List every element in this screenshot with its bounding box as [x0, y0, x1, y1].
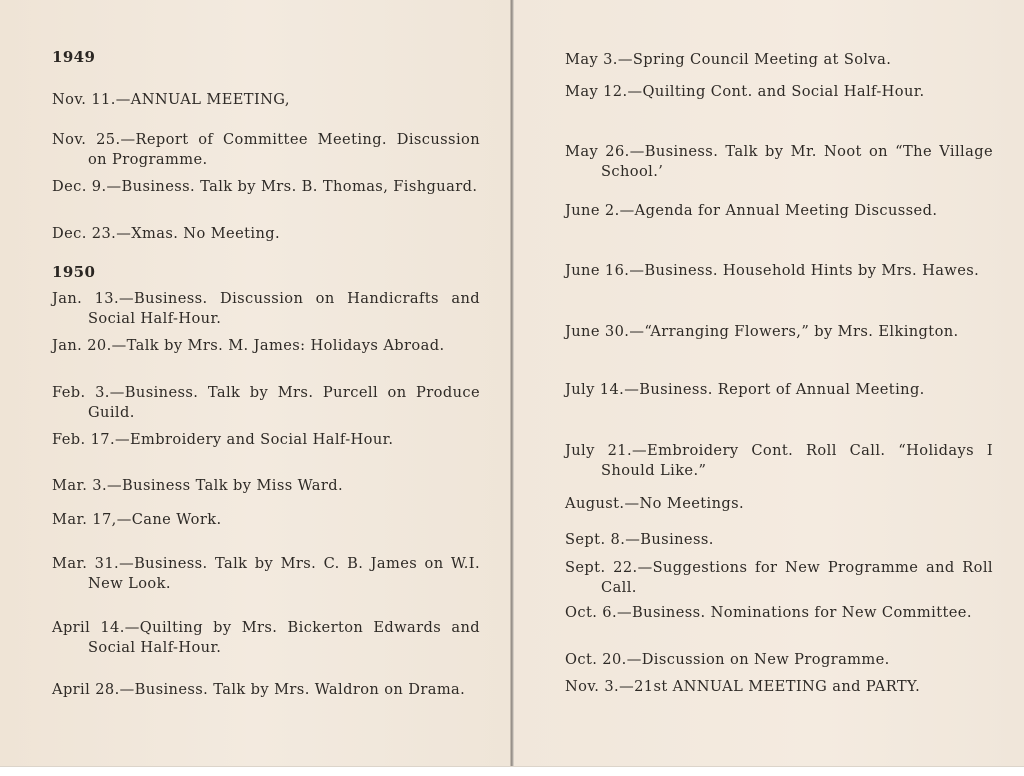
entry-date: Feb. 17. [52, 431, 115, 448]
entry-date: August. [565, 495, 625, 512]
programme-entry: April 28.—Business. Talk by Mrs. Waldron on Drama. [52, 681, 466, 698]
entry-text: Embroidery and Social Half-Hour. [130, 431, 394, 448]
entry-date: June 16. [565, 262, 630, 279]
programme-entry: Oct. 6.—Business. Nominations for New Committee. [565, 604, 972, 621]
entry-text: Quilting by Mrs. Bickerton Edwards and Social Half-Hour. [88, 619, 480, 656]
entry-text: Embroidery Cont. Roll Call. “Holidays I Should Like.” [601, 442, 993, 479]
entry-text: “Arranging Flowers,” by Mrs. Elkington. [644, 323, 959, 340]
entry-text: Xmas. No Meeting. [131, 225, 281, 242]
entry-text: Quilting Cont. and Social Half-Hour. [642, 83, 925, 100]
entry-date: June 2. [565, 202, 620, 219]
entry-date: Mar. 31. [52, 555, 120, 572]
entry-text: Discussion on New Programme. [641, 651, 890, 668]
programme-entry: Oct. 20.—Discussion on New Programme. [565, 651, 890, 668]
entry-text: Business. Talk by Mr. Noot on “The Village School.’ [601, 143, 993, 180]
entry-text: Report of Committee Meeting. Discussion on Programme. [88, 131, 480, 168]
entry-text: Talk by Mrs. M. James: Holidays Abroad. [126, 337, 445, 354]
entry-date: April 14. [52, 619, 125, 636]
entry-date: May 26. [565, 143, 630, 160]
programme-entry: May 3.—Spring Council Meeting at Solva. [565, 51, 892, 68]
programme-entry: Dec. 9.—Business. Talk by Mrs. B. Thomas, Fishguard. [52, 178, 478, 195]
entry-date: April 28. [52, 681, 120, 698]
programme-entry: May 26.—Business. Talk by Mr. Noot on “The Village School.’ [565, 143, 993, 180]
entry-date: Nov. 11. [52, 91, 116, 108]
entry-text: Spring Council Meeting at Solva. [632, 51, 892, 68]
entry-text: Business. Household Hints by Mrs. Hawes. [644, 262, 980, 279]
entry-text: Business. Talk by Mrs. Purcell on Produce Guild. [88, 384, 480, 421]
entry-text: Business. Talk by Mrs. Waldron on Drama. [134, 681, 466, 698]
programme-entry: Mar. 17,—Cane Work. [52, 511, 222, 528]
programme-entry: Dec. 23.—Xmas. No Meeting. [52, 225, 281, 242]
entry-date: Mar. 3. [52, 477, 108, 494]
entry-date: Sept. 8. [565, 531, 626, 548]
entry-date: Jan. 13. [52, 290, 120, 307]
programme-entry: Mar. 3.—Business Talk by Miss Ward. [52, 477, 344, 494]
programme-entry: Sept. 8.—Business. [565, 531, 714, 548]
programme-entry: Sept. 22.—Suggestions for New Programme and Roll Call. [565, 559, 993, 596]
entry-date: July 14. [565, 381, 625, 398]
programme-entry: Nov. 25.—Report of Committee Meeting. Discussion on Programme. [52, 131, 480, 168]
programme-entry: May 12.—Quilting Cont. and Social Half-Hour. [565, 83, 925, 100]
programme-entry: Mar. 31.—Business. Talk by Mrs. C. B. James on W.I. New Look. [52, 555, 480, 592]
entry-text: Business. Report of Annual Meeting. [639, 381, 925, 398]
entry-date: May 3. [565, 51, 618, 68]
entry-text: Business Talk by Miss Ward. [122, 477, 344, 494]
entry-date: Dec. 23. [52, 225, 117, 242]
entry-date: Nov. 25. [52, 131, 121, 148]
programme-entry: July 14.—Business. Report of Annual Meeting. [565, 381, 925, 398]
programme-entry: June 30.—“Arranging Flowers,” by Mrs. Elkington. [565, 323, 959, 340]
entry-date: Dec. 9. [52, 178, 107, 195]
programme-entry: Feb. 3.—Business. Talk by Mrs. Purcell on Produce Guild. [52, 384, 480, 421]
programme-entry: June 2.—Agenda for Annual Meeting Discussed. [565, 202, 938, 219]
entry-text: Suggestions for New Programme and Roll Call. [601, 559, 993, 596]
year-heading-1950: 1950 [52, 263, 96, 281]
entry-text: No Meetings. [639, 495, 745, 512]
entry-date: Mar. 17, [52, 511, 117, 528]
programme-entry: Feb. 17.—Embroidery and Social Half-Hour. [52, 431, 394, 448]
year-heading-1949: 1949 [52, 48, 96, 66]
entry-text: Business. [640, 531, 714, 548]
programme-entry: June 16.—Business. Household Hints by Mrs. Hawes. [565, 262, 980, 279]
entry-date: Nov. 3. [565, 678, 620, 695]
entry-date: Feb. 3. [52, 384, 110, 401]
entry-text: 21st ANNUAL MEETING and PARTY. [634, 678, 921, 695]
entry-date: May 12. [565, 83, 628, 100]
programme-entry: Jan. 20.—Talk by Mrs. M. James: Holidays Abroad. [52, 337, 445, 354]
entry-text: Business. Talk by Mrs. B. Thomas, Fishguard. [121, 178, 478, 195]
entry-date: Sept. 22. [565, 559, 638, 576]
entry-text: Cane Work. [131, 511, 222, 528]
programme-entry: Nov. 11.—ANNUAL MEETING, [52, 91, 290, 108]
programme-entry: July 21.—Embroidery Cont. Roll Call. “Holidays I Should Like.” [565, 442, 993, 479]
programme-entry: Nov. 3.—21st ANNUAL MEETING and PARTY. [565, 678, 921, 695]
programme-entry: Jan. 13.—Business. Discussion on Handicrafts and Social Half-Hour. [52, 290, 480, 327]
entry-date: June 30. [565, 323, 630, 340]
entry-text: Business. Talk by Mrs. C. B. James on W.I. New Look. [88, 555, 480, 592]
entry-text: Business. Nominations for New Committee. [632, 604, 972, 621]
programme-entry: April 14.—Quilting by Mrs. Bickerton Edwards and Social Half-Hour. [52, 619, 480, 656]
entry-date: Oct. 6. [565, 604, 618, 621]
entry-text: Business. Discussion on Handicrafts and Social Half-Hour. [88, 290, 480, 327]
entry-text: Agenda for Annual Meeting Discussed. [634, 202, 938, 219]
entry-text: ANNUAL MEETING, [130, 91, 290, 108]
entry-date: Oct. 20. [565, 651, 627, 668]
entry-date: July 21. [565, 442, 633, 459]
programme-entry: August.—No Meetings. [565, 495, 745, 512]
entry-date: Jan. 20. [52, 337, 112, 354]
